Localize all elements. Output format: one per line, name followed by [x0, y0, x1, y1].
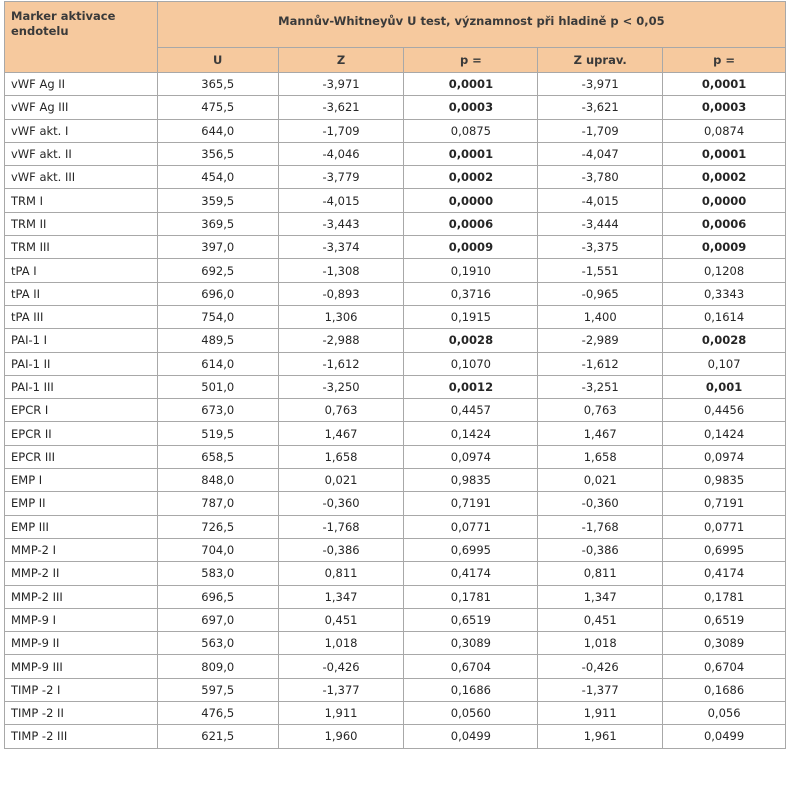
z-adjusted-cell: -2,989 — [538, 329, 663, 352]
p-adjusted-cell: 0,1686 — [663, 678, 786, 701]
marker-name-cell: MMP-2 II — [5, 562, 158, 585]
p-cell: 0,0001 — [404, 142, 538, 165]
column-header-p: p = — [404, 48, 538, 73]
marker-name-cell: EMP I — [5, 469, 158, 492]
p-cell: 0,0001 — [404, 73, 538, 96]
z-adjusted-cell: 1,467 — [538, 422, 663, 445]
z-cell: -1,709 — [278, 119, 404, 142]
z-cell: 1,658 — [278, 445, 404, 468]
u-cell: 787,0 — [157, 492, 278, 515]
z-adjusted-cell: -1,612 — [538, 352, 663, 375]
u-cell: 563,0 — [157, 632, 278, 655]
p-cell: 0,3716 — [404, 282, 538, 305]
p-cell: 0,0560 — [404, 702, 538, 725]
marker-name-cell: TIMP -2 I — [5, 678, 158, 701]
table-row — [5, 608, 786, 631]
p-cell: 0,0006 — [404, 212, 538, 235]
marker-name-cell: EMP III — [5, 515, 158, 538]
p-adjusted-cell: 0,1424 — [663, 422, 786, 445]
u-cell: 673,0 — [157, 399, 278, 422]
marker-name-cell: PAI-1 I — [5, 329, 158, 352]
marker-name-cell: MMP-9 I — [5, 608, 158, 631]
z-adjusted-cell: -3,621 — [538, 96, 663, 119]
z-cell: -0,893 — [278, 282, 404, 305]
p-cell: 0,6704 — [404, 655, 538, 678]
z-adjusted-cell: 0,811 — [538, 562, 663, 585]
p-cell: 0,0003 — [404, 96, 538, 119]
results-table — [4, 1, 786, 749]
p-cell: 0,1686 — [404, 678, 538, 701]
marker-name-cell: EPCR I — [5, 399, 158, 422]
table-row — [5, 305, 786, 328]
z-cell: -1,768 — [278, 515, 404, 538]
z-adjusted-cell: 0,021 — [538, 469, 663, 492]
p-adjusted-cell: 0,0000 — [663, 189, 786, 212]
z-cell: -3,779 — [278, 166, 404, 189]
p-cell: 0,4457 — [404, 399, 538, 422]
z-cell: -4,015 — [278, 189, 404, 212]
z-cell: -0,386 — [278, 538, 404, 561]
u-cell: 848,0 — [157, 469, 278, 492]
p-cell: 0,0000 — [404, 189, 538, 212]
p-adjusted-cell: 0,0001 — [663, 142, 786, 165]
z-adjusted-cell: -0,965 — [538, 282, 663, 305]
table-row — [5, 469, 786, 492]
z-cell: -1,377 — [278, 678, 404, 701]
z-cell: 1,467 — [278, 422, 404, 445]
z-cell: 1,911 — [278, 702, 404, 725]
table-row — [5, 422, 786, 445]
u-cell: 644,0 — [157, 119, 278, 142]
u-cell: 726,5 — [157, 515, 278, 538]
p-cell: 0,3089 — [404, 632, 538, 655]
p-adjusted-cell: 0,3089 — [663, 632, 786, 655]
table-row — [5, 515, 786, 538]
table-row — [5, 119, 786, 142]
p-adjusted-cell: 0,1614 — [663, 305, 786, 328]
z-adjusted-cell: -1,768 — [538, 515, 663, 538]
u-cell: 614,0 — [157, 352, 278, 375]
z-adjusted-cell: -3,444 — [538, 212, 663, 235]
p-adjusted-cell: 0,7191 — [663, 492, 786, 515]
u-cell: 692,5 — [157, 259, 278, 282]
u-cell: 597,5 — [157, 678, 278, 701]
table-row — [5, 259, 786, 282]
z-adjusted-cell: -3,971 — [538, 73, 663, 96]
column-header-p-adjusted: p = — [663, 48, 786, 73]
marker-name-cell: MMP-2 I — [5, 538, 158, 561]
marker-name-cell: tPA II — [5, 282, 158, 305]
z-cell: 0,451 — [278, 608, 404, 631]
marker-name-cell: MMP-9 III — [5, 655, 158, 678]
z-adjusted-cell: -1,377 — [538, 678, 663, 701]
u-cell: 476,5 — [157, 702, 278, 725]
header-row-1 — [5, 2, 786, 48]
p-adjusted-cell: 0,0009 — [663, 236, 786, 259]
p-adjusted-cell: 0,0974 — [663, 445, 786, 468]
z-cell: -3,374 — [278, 236, 404, 259]
u-cell: 356,5 — [157, 142, 278, 165]
p-adjusted-cell: 0,4174 — [663, 562, 786, 585]
z-adjusted-cell: -0,386 — [538, 538, 663, 561]
test-description-header: Mannův-Whitneyův U test, významnost při hladině p < 0,05 — [157, 2, 785, 48]
p-adjusted-cell: 0,0771 — [663, 515, 786, 538]
p-cell: 0,0499 — [404, 725, 538, 748]
table-row — [5, 399, 786, 422]
marker-name-cell: TRM I — [5, 189, 158, 212]
marker-name-cell: MMP-2 III — [5, 585, 158, 608]
z-adjusted-cell: 1,400 — [538, 305, 663, 328]
z-adjusted-cell: -4,015 — [538, 189, 663, 212]
p-adjusted-cell: 0,0001 — [663, 73, 786, 96]
table-row — [5, 585, 786, 608]
column-header-u: U — [157, 48, 278, 73]
p-adjusted-cell: 0,0028 — [663, 329, 786, 352]
z-cell: 1,347 — [278, 585, 404, 608]
table-row — [5, 632, 786, 655]
u-cell: 696,0 — [157, 282, 278, 305]
p-cell: 0,0009 — [404, 236, 538, 259]
table-row — [5, 352, 786, 375]
u-cell: 621,5 — [157, 725, 278, 748]
z-adjusted-cell: -1,709 — [538, 119, 663, 142]
table-row — [5, 562, 786, 585]
u-cell: 583,0 — [157, 562, 278, 585]
table-row — [5, 655, 786, 678]
p-cell: 0,1424 — [404, 422, 538, 445]
p-cell: 0,0012 — [404, 375, 538, 398]
p-adjusted-cell: 0,1781 — [663, 585, 786, 608]
u-cell: 359,5 — [157, 189, 278, 212]
u-cell: 696,5 — [157, 585, 278, 608]
z-cell: 0,763 — [278, 399, 404, 422]
marker-name-cell: vWF akt. II — [5, 142, 158, 165]
p-cell: 0,0028 — [404, 329, 538, 352]
table-row — [5, 725, 786, 748]
z-adjusted-cell: -0,426 — [538, 655, 663, 678]
z-cell: 1,018 — [278, 632, 404, 655]
marker-name-cell: vWF akt. III — [5, 166, 158, 189]
z-adjusted-cell: 1,018 — [538, 632, 663, 655]
z-cell: -4,046 — [278, 142, 404, 165]
u-cell: 475,5 — [157, 96, 278, 119]
z-adjusted-cell: 1,347 — [538, 585, 663, 608]
table-row — [5, 212, 786, 235]
u-cell: 658,5 — [157, 445, 278, 468]
p-adjusted-cell: 0,001 — [663, 375, 786, 398]
z-cell: 1,960 — [278, 725, 404, 748]
p-cell: 0,0875 — [404, 119, 538, 142]
table-row — [5, 445, 786, 468]
table-row — [5, 73, 786, 96]
p-adjusted-cell: 0,107 — [663, 352, 786, 375]
p-cell: 0,1070 — [404, 352, 538, 375]
p-cell: 0,9835 — [404, 469, 538, 492]
p-cell: 0,6519 — [404, 608, 538, 631]
table-header — [5, 2, 786, 73]
z-adjusted-cell: -3,375 — [538, 236, 663, 259]
p-adjusted-cell: 0,3343 — [663, 282, 786, 305]
z-cell: -0,360 — [278, 492, 404, 515]
z-cell: -3,621 — [278, 96, 404, 119]
p-cell: 0,1781 — [404, 585, 538, 608]
marker-name-cell: TIMP -2 III — [5, 725, 158, 748]
table-row — [5, 538, 786, 561]
p-adjusted-cell: 0,0874 — [663, 119, 786, 142]
marker-name-cell: PAI-1 III — [5, 375, 158, 398]
z-cell: 0,811 — [278, 562, 404, 585]
z-adjusted-cell: -3,780 — [538, 166, 663, 189]
marker-name-cell: tPA I — [5, 259, 158, 282]
p-adjusted-cell: 0,6519 — [663, 608, 786, 631]
p-cell: 0,6995 — [404, 538, 538, 561]
marker-name-cell: TRM III — [5, 236, 158, 259]
u-cell: 489,5 — [157, 329, 278, 352]
table-body — [5, 73, 786, 749]
table-row — [5, 329, 786, 352]
z-adjusted-cell: 1,961 — [538, 725, 663, 748]
column-header-z-adjusted: Z uprav. — [538, 48, 663, 73]
p-adjusted-cell: 0,0006 — [663, 212, 786, 235]
p-cell: 0,4174 — [404, 562, 538, 585]
z-cell: -3,250 — [278, 375, 404, 398]
u-cell: 501,0 — [157, 375, 278, 398]
z-cell: -0,426 — [278, 655, 404, 678]
z-cell: 1,306 — [278, 305, 404, 328]
table-row — [5, 282, 786, 305]
table-row — [5, 166, 786, 189]
u-cell: 519,5 — [157, 422, 278, 445]
marker-name-cell: vWF akt. I — [5, 119, 158, 142]
marker-name-cell: MMP-9 II — [5, 632, 158, 655]
p-cell: 0,1915 — [404, 305, 538, 328]
z-adjusted-cell: -0,360 — [538, 492, 663, 515]
z-cell: -3,971 — [278, 73, 404, 96]
marker-column-header: Marker aktivace endotelu — [5, 2, 158, 73]
p-cell: 0,0771 — [404, 515, 538, 538]
z-adjusted-cell: 0,451 — [538, 608, 663, 631]
marker-name-cell: vWF Ag II — [5, 73, 158, 96]
u-cell: 809,0 — [157, 655, 278, 678]
z-adjusted-cell: 1,911 — [538, 702, 663, 725]
u-cell: 704,0 — [157, 538, 278, 561]
p-adjusted-cell: 0,0499 — [663, 725, 786, 748]
p-cell: 0,1910 — [404, 259, 538, 282]
p-adjusted-cell: 0,4456 — [663, 399, 786, 422]
marker-name-cell: EPCR III — [5, 445, 158, 468]
table-row — [5, 96, 786, 119]
u-cell: 754,0 — [157, 305, 278, 328]
table-row — [5, 236, 786, 259]
u-cell: 454,0 — [157, 166, 278, 189]
marker-name-cell: EPCR II — [5, 422, 158, 445]
u-cell: 697,0 — [157, 608, 278, 631]
z-cell: 0,021 — [278, 469, 404, 492]
z-cell: -2,988 — [278, 329, 404, 352]
z-adjusted-cell: 0,763 — [538, 399, 663, 422]
z-cell: -1,612 — [278, 352, 404, 375]
z-adjusted-cell: 1,658 — [538, 445, 663, 468]
p-adjusted-cell: 0,1208 — [663, 259, 786, 282]
column-header-z: Z — [278, 48, 404, 73]
z-adjusted-cell: -3,251 — [538, 375, 663, 398]
table-row — [5, 492, 786, 515]
marker-name-cell: EMP II — [5, 492, 158, 515]
p-cell: 0,0002 — [404, 166, 538, 189]
p-adjusted-cell: 0,6995 — [663, 538, 786, 561]
u-cell: 369,5 — [157, 212, 278, 235]
p-adjusted-cell: 0,056 — [663, 702, 786, 725]
p-cell: 0,0974 — [404, 445, 538, 468]
u-cell: 365,5 — [157, 73, 278, 96]
z-cell: -3,443 — [278, 212, 404, 235]
table-row — [5, 189, 786, 212]
marker-name-cell: vWF Ag III — [5, 96, 158, 119]
z-cell: -1,308 — [278, 259, 404, 282]
table-row — [5, 678, 786, 701]
marker-name-cell: TRM II — [5, 212, 158, 235]
p-adjusted-cell: 0,6704 — [663, 655, 786, 678]
u-cell: 397,0 — [157, 236, 278, 259]
table-row — [5, 142, 786, 165]
z-adjusted-cell: -4,047 — [538, 142, 663, 165]
p-adjusted-cell: 0,0002 — [663, 166, 786, 189]
marker-name-cell: tPA III — [5, 305, 158, 328]
table-row — [5, 702, 786, 725]
p-adjusted-cell: 0,0003 — [663, 96, 786, 119]
marker-name-cell: TIMP -2 II — [5, 702, 158, 725]
z-adjusted-cell: -1,551 — [538, 259, 663, 282]
p-adjusted-cell: 0,9835 — [663, 469, 786, 492]
marker-name-cell: PAI-1 II — [5, 352, 158, 375]
p-cell: 0,7191 — [404, 492, 538, 515]
table-row — [5, 375, 786, 398]
